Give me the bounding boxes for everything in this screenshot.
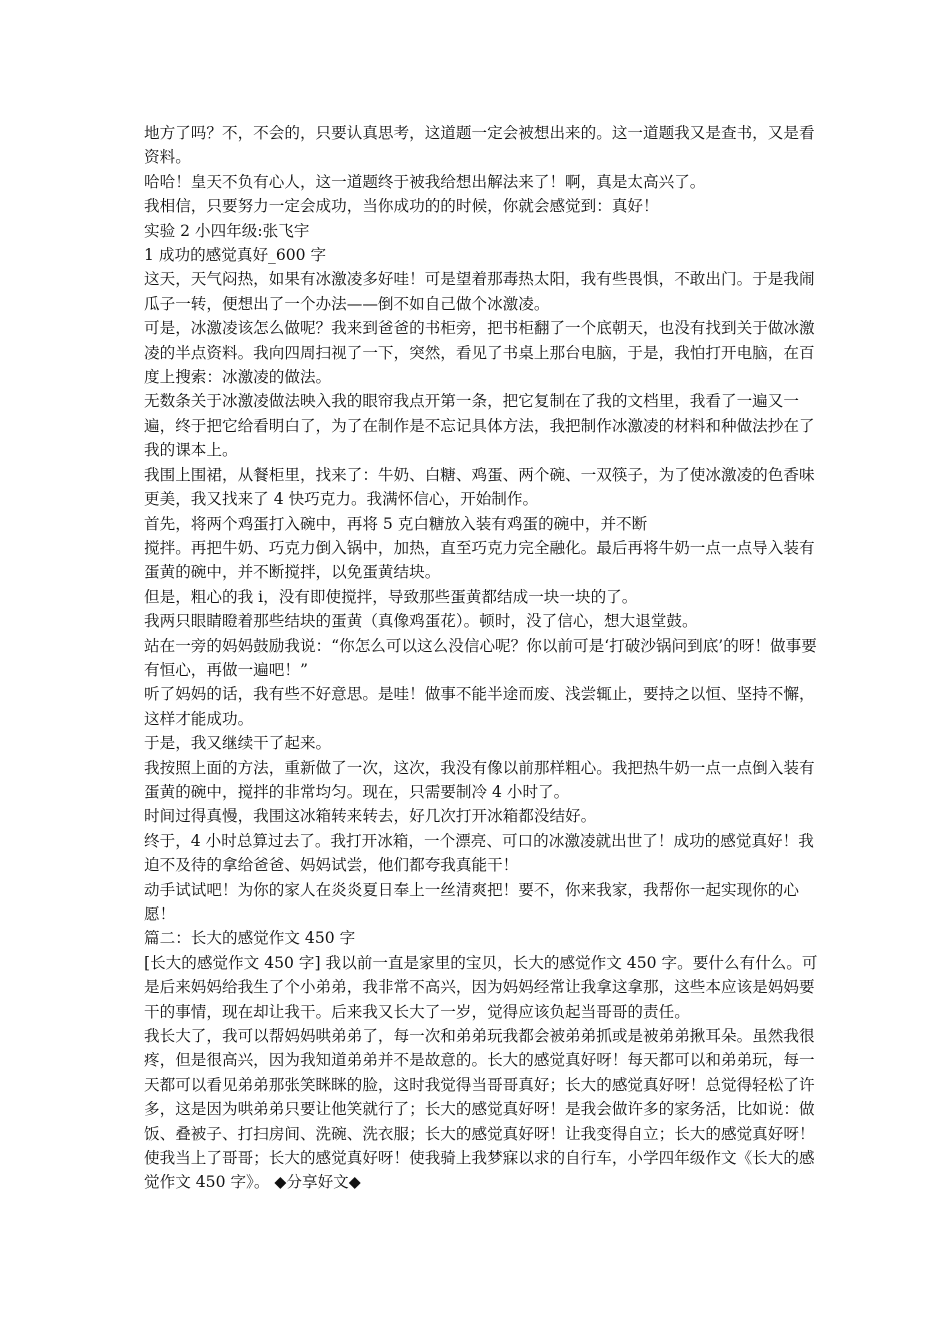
paragraph: 我两只眼睛瞪着那些结块的蛋黄（真像鸡蛋花）。顿时，没了信心，想大退堂鼓。 <box>144 612 698 631</box>
paragraph: 无数条关于冰激凌做法映入我的眼帘我点开第一条，把它复制在了我的文档里，我看了一遍又一遍，终于把它给看明白了，为了在制作是不忘记具体方法，我把制作冰激凌的材料和种做法抄在了我的课本上。 <box>144 392 815 460</box>
paragraph: 我相信，只要努力一定会成功，当你成功的的时候，你就会感觉到：真好！ <box>144 197 659 216</box>
paragraph: 时间过得真慢，我围这冰箱转来转去，好几次打开冰箱都没结好。 <box>144 807 597 826</box>
paragraph: 首先，将两个鸡蛋打入碗中，再将 5 克白糖放入装有鸡蛋的碗中，并不断 <box>144 514 648 533</box>
paragraph: 终于，4 小时总算过去了。我打开冰箱，一个漂亮、可口的冰激凌就出世了！成功的感觉真好！我迫不及待的拿给爸爸、妈妈试尝，他们都夸我真能干！ <box>144 831 814 875</box>
paragraph: 可是，冰激凌该怎么做呢？我来到爸爸的书柜旁，把书柜翻了一个底朝天，也没有找到关于做冰激凌的半点资料。我向四周扫视了一下，突然，看见了书桌上那台电脑，于是，我怕打开电脑，在百度上搜索：冰激凌的做法。 <box>144 319 815 387</box>
paragraph: 站在一旁的妈妈鼓励我说：“你怎么可以这么没信心呢？你以前可是‘打破沙锅问到底’的呀！做事要有恒心，再做一遍吧！” <box>144 636 817 679</box>
paragraph: 实验 2 小四年级:张飞宇 <box>144 221 310 240</box>
paragraph: 搅拌。再把牛奶、巧克力倒入锅中，加热，直至巧克力完全融化。最后再将牛奶一点一点导入装有蛋黄的碗中，并不断搅拌，以免蛋黄结块。 <box>144 538 815 582</box>
section-title: 篇二：长大的感觉作文 450 字 <box>144 929 356 948</box>
paragraph: 地方了吗？不，不会的，只要认真思考，这道题一定会被想出来的。这一道题我又是查书，又是看资料。 <box>144 124 815 167</box>
paragraph: 我长大了，我可以帮妈妈哄弟弟了，每一次和弟弟玩我都会被弟弟抓或是被弟弟揪耳朵。虽然我很疼，但是很高兴，因为我知道弟弟并不是故意的。长大的感觉真好呀！每天都可以和弟弟玩，每一天都可以看见弟弟那张笑眯眯的脸，这时我觉得当哥哥真好；长大的感觉真好呀！总觉得轻松了许多，这是因为哄弟弟只要让他笑就行了；长大的感觉真好呀！是我会做许多的家务活，比如说：做饭、叠被子、打扫房间、洗碗、洗衣服；长大的感觉真好呀！让我变得自立；长大的感觉真好呀！使我当上了哥哥；长大的感觉真好呀！使我骑上我梦寐以求的自行车，小学四年级作文《长大的感觉作文 450 字》。 ◆分享好文◆ <box>144 1027 815 1192</box>
section-title: 1 成功的感觉真好_600 字 <box>144 246 327 265</box>
paragraph: 这天，天气闷热，如果有冰激凌多好哇！可是望着那毒热太阳，我有些畏惧，不敢出门。于是我闹瓜子一转，便想出了一个办法——倒不如自己做个冰激凌。 <box>144 270 815 313</box>
paragraph: 听了妈妈的话，我有些不好意思。是哇！做事不能半途而废、浅尝辄止，要持之以恒、坚持不懈，这样才能成功。 <box>144 685 815 728</box>
paragraph: 但是，粗心的我 i，没有即使搅拌，导致那些蛋黄都结成一块一块的了。 <box>144 587 638 606</box>
paragraph: 动手试试吧！为你的家人在炎炎夏日奉上一丝清爽把！要不，你来我家，我帮你一起实现你的心愿！ <box>144 880 799 923</box>
paragraph: 我围上围裙，从餐柜里，找来了：牛奶、白糖、鸡蛋、两个碗、一双筷子，为了使冰激凌的色香味更美，我又找来了 4 快巧克力。我满怀信心，开始制作。 <box>144 465 815 509</box>
paragraph: 我按照上面的方法，重新做了一次，这次，我没有像以前那样粗心。我把热牛奶一点一点倒入装有蛋黄的碗中，搅拌的非常均匀。现在，只需要制冷 4 小时了。 <box>144 758 815 801</box>
paragraph: 于是，我又继续干了起来。 <box>144 734 332 753</box>
paragraph: 哈哈！皇天不负有心人，这一道题终于被我给想出解法来了！啊，真是太高兴了。 <box>144 172 706 191</box>
paragraph: [长大的感觉作文 450 字] 我以前一直是家里的宝贝，长大的感觉作文 450 字。要什么有什么。可是后来妈妈给我生了个小弟弟，我非常不高兴，因为妈妈经常让我拿这拿那，这些本应该是妈妈要干的事情，现在却让我干。后来我又长大了一岁，觉得应该负起当哥哥的责任。 <box>144 953 818 1021</box>
document-body <box>144 121 824 1195</box>
